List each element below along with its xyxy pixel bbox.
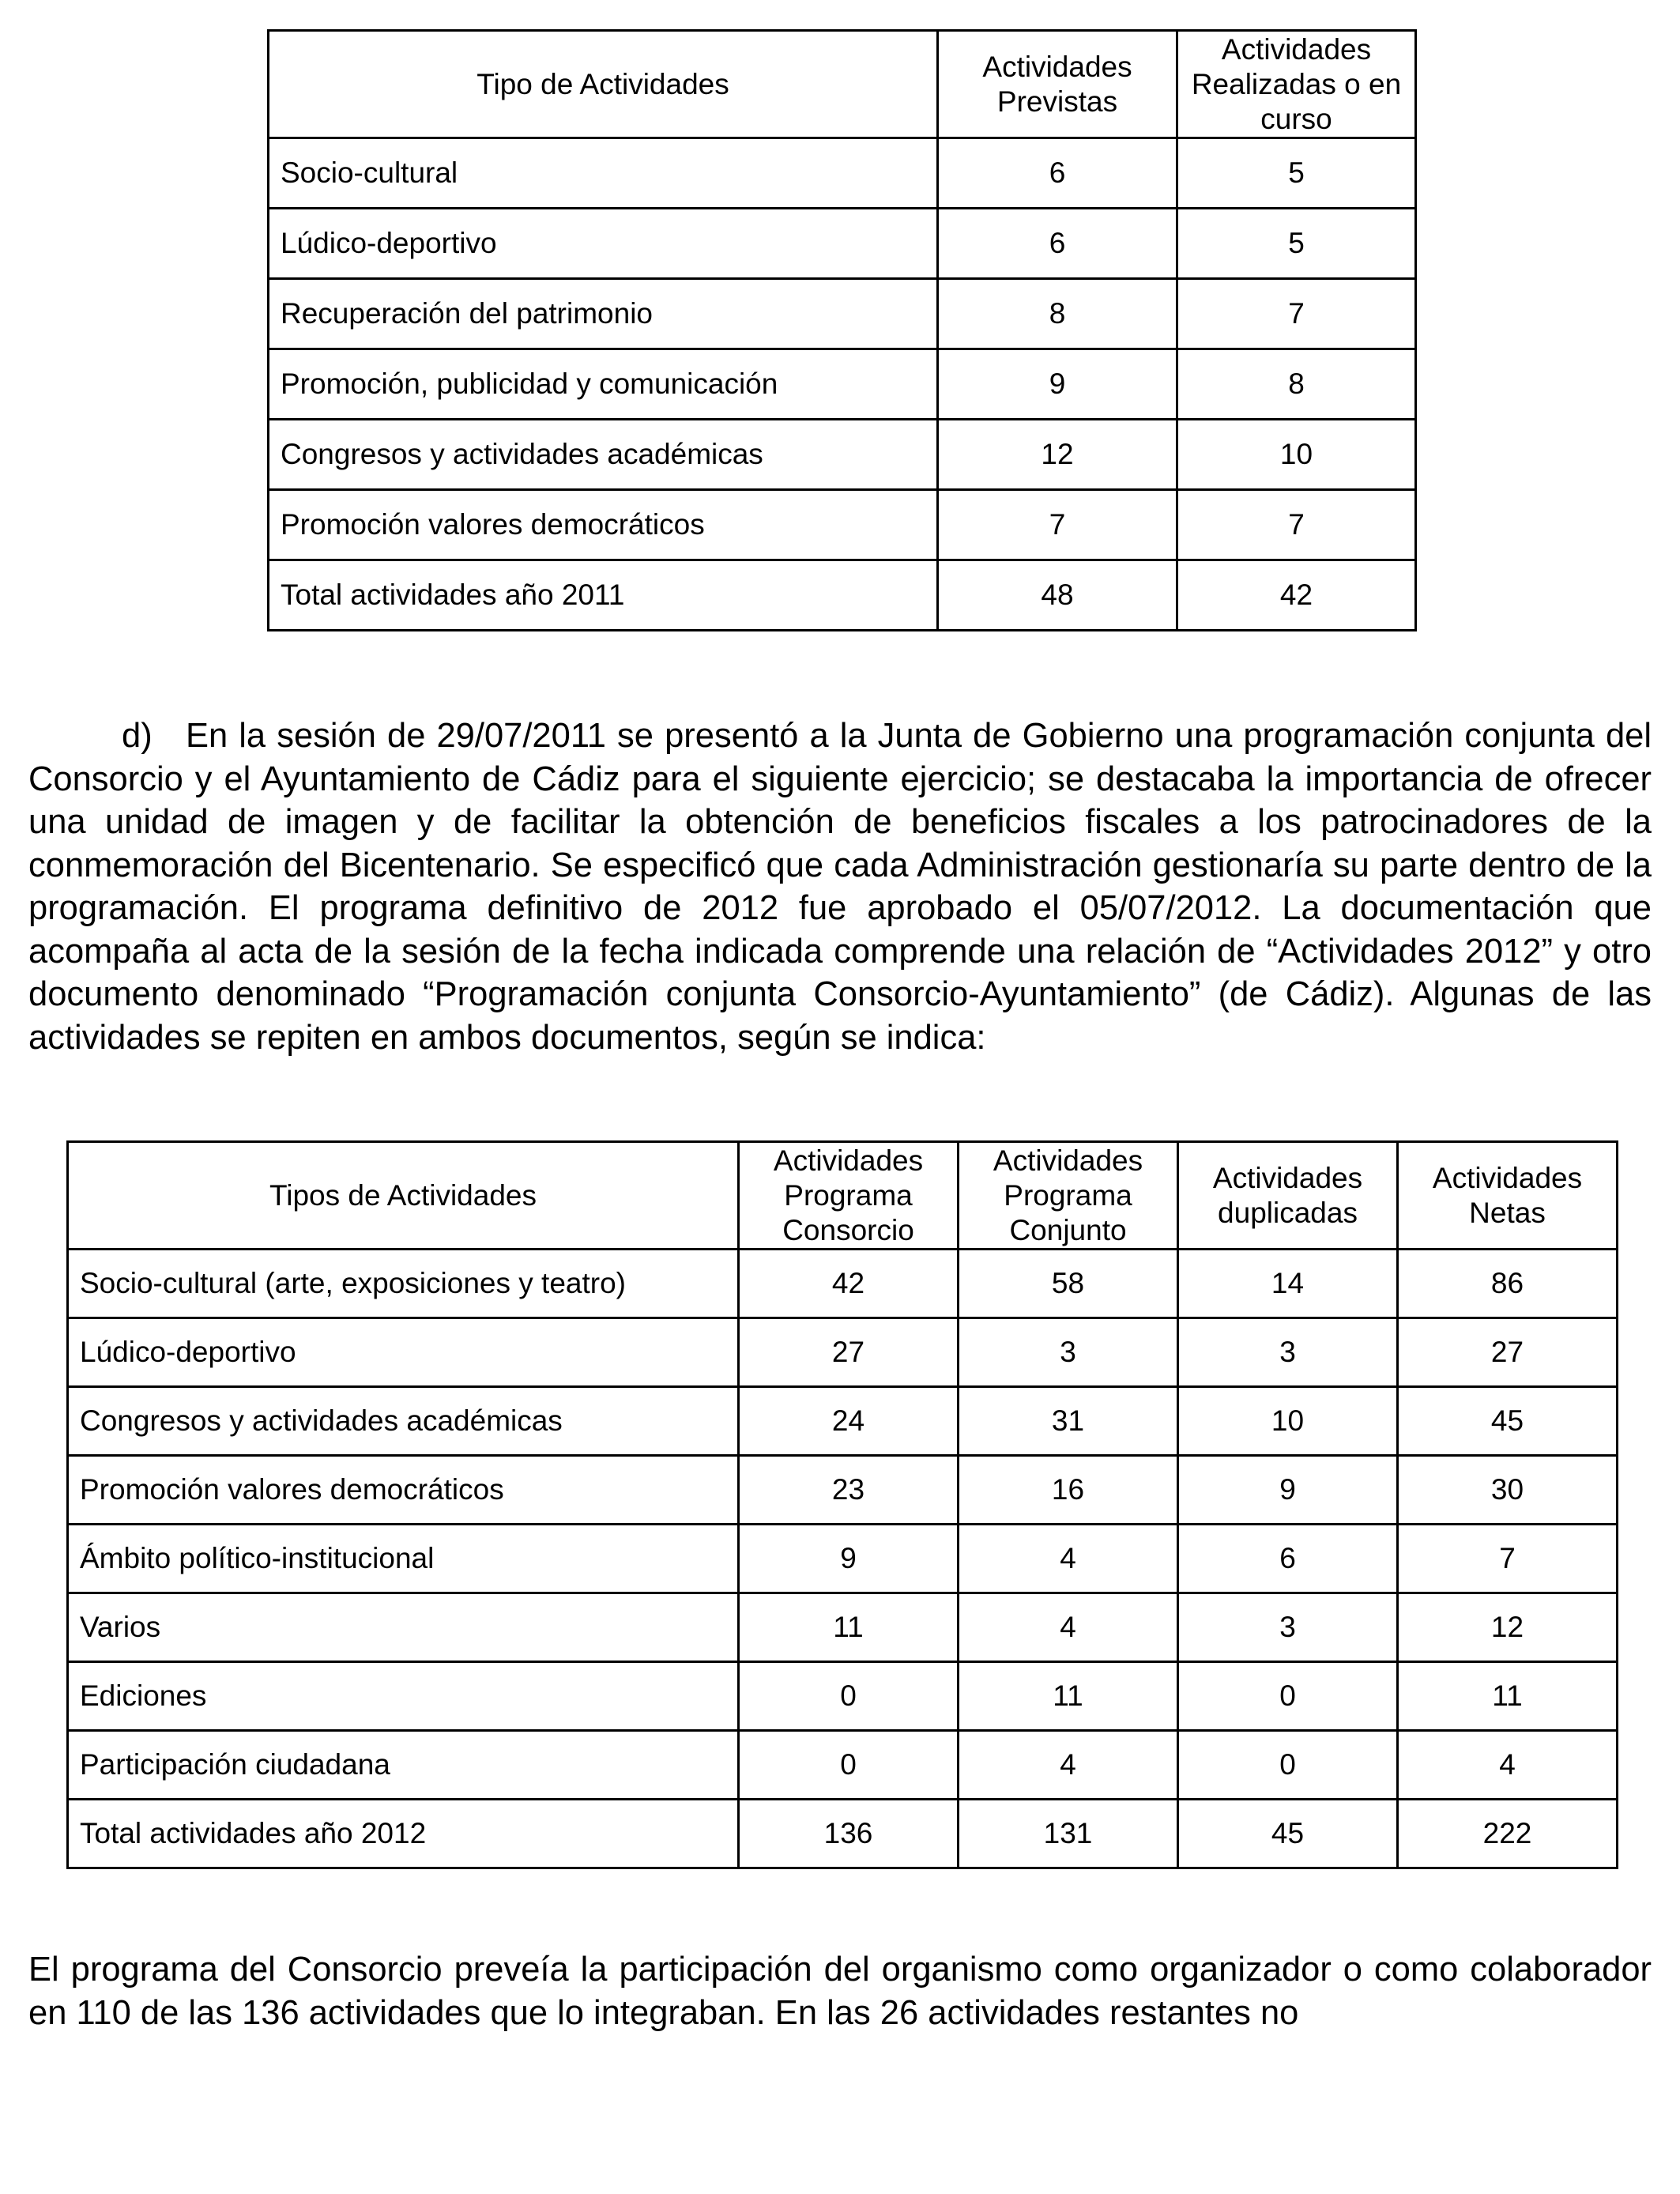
table-row xyxy=(269,138,1416,209)
activity-type-cell: Socio-cultural (arte, exposiciones y teatro) xyxy=(68,1250,739,1318)
duplicated-cell: 10 xyxy=(1178,1387,1398,1456)
planned-cell: 6 xyxy=(938,138,1177,209)
header-duplicated: Actividades duplicadas xyxy=(1178,1142,1398,1250)
activity-type-cell: Lúdico-deportivo xyxy=(68,1318,739,1387)
joint-cell: 3 xyxy=(959,1318,1178,1387)
activity-type-cell: Total actividades año 2011 xyxy=(269,560,938,631)
joint-cell: 4 xyxy=(959,1525,1178,1593)
done-cell: 7 xyxy=(1177,279,1416,349)
net-cell: 4 xyxy=(1398,1731,1618,1800)
table-total-row xyxy=(269,560,1416,631)
net-cell: 12 xyxy=(1398,1593,1618,1662)
consortium-cell: 136 xyxy=(739,1800,959,1868)
consortium-cell: 24 xyxy=(739,1387,959,1456)
joint-cell: 16 xyxy=(959,1456,1178,1525)
table-row xyxy=(269,279,1416,349)
table-row xyxy=(68,1593,1618,1662)
header-activity-types: Tipos de Actividades xyxy=(68,1142,739,1250)
joint-cell: 131 xyxy=(959,1800,1178,1868)
table-row xyxy=(68,1525,1618,1593)
activity-type-cell: Lúdico-deportivo xyxy=(269,209,938,279)
joint-cell: 4 xyxy=(959,1593,1178,1662)
paragraph-consortium-program: El programa del Consorcio preveía la participación del organismo como organizador o como colaborador en 110 de las 136 actividades que lo integraban. En las 26 actividades restantes no xyxy=(28,1951,1652,2032)
joint-cell: 11 xyxy=(959,1662,1178,1731)
header-done: Actividades Realizadas o en curso xyxy=(1177,31,1416,138)
consortium-cell: 11 xyxy=(739,1593,959,1662)
activity-type-cell: Varios xyxy=(68,1593,739,1662)
table-total-row xyxy=(68,1800,1618,1868)
duplicated-cell: 9 xyxy=(1178,1456,1398,1525)
done-cell: 5 xyxy=(1177,138,1416,209)
activities-2011-table xyxy=(267,29,1417,631)
table-row xyxy=(269,490,1416,560)
planned-cell: 6 xyxy=(938,209,1177,279)
table-row xyxy=(68,1387,1618,1456)
table-row xyxy=(68,1731,1618,1800)
activity-type-cell: Total actividades año 2012 xyxy=(68,1800,739,1868)
planned-cell: 48 xyxy=(938,560,1177,631)
planned-cell: 8 xyxy=(938,279,1177,349)
activity-type-cell: Congresos y actividades académicas xyxy=(68,1387,739,1456)
net-cell: 27 xyxy=(1398,1318,1618,1387)
net-cell: 11 xyxy=(1398,1662,1618,1731)
done-cell: 5 xyxy=(1177,209,1416,279)
table-header-row xyxy=(68,1142,1618,1250)
planned-cell: 9 xyxy=(938,349,1177,420)
table-row xyxy=(68,1250,1618,1318)
net-cell: 7 xyxy=(1398,1525,1618,1593)
activity-type-cell: Promoción valores democráticos xyxy=(269,490,938,560)
paragraph-marker: d) xyxy=(122,717,153,755)
joint-cell: 58 xyxy=(959,1250,1178,1318)
activities-2012-table xyxy=(66,1140,1618,1869)
activity-type-cell: Ámbito político-institucional xyxy=(68,1525,739,1593)
activity-type-cell: Participación ciudadana xyxy=(68,1731,739,1800)
net-cell: 30 xyxy=(1398,1456,1618,1525)
duplicated-cell: 0 xyxy=(1178,1662,1398,1731)
activity-type-cell: Ediciones xyxy=(68,1662,739,1731)
activity-type-cell: Promoción, publicidad y comunicación xyxy=(269,349,938,420)
header-net: Actividades Netas xyxy=(1398,1142,1618,1250)
consortium-cell: 9 xyxy=(739,1525,959,1593)
consortium-cell: 0 xyxy=(739,1731,959,1800)
paragraph-d xyxy=(28,714,1652,1059)
planned-cell: 7 xyxy=(938,490,1177,560)
duplicated-cell: 6 xyxy=(1178,1525,1398,1593)
net-cell: 45 xyxy=(1398,1387,1618,1456)
consortium-cell: 0 xyxy=(739,1662,959,1731)
planned-cell: 12 xyxy=(938,420,1177,490)
net-cell: 86 xyxy=(1398,1250,1618,1318)
header-consortium-program: Actividades Programa Consorcio xyxy=(739,1142,959,1250)
consortium-cell: 23 xyxy=(739,1456,959,1525)
joint-cell: 4 xyxy=(959,1731,1178,1800)
joint-cell: 31 xyxy=(959,1387,1178,1456)
duplicated-cell: 45 xyxy=(1178,1800,1398,1868)
activity-type-cell: Congresos y actividades académicas xyxy=(269,420,938,490)
activity-type-cell: Socio-cultural xyxy=(269,138,938,209)
header-activity-type: Tipo de Actividades xyxy=(269,31,938,138)
table-row xyxy=(68,1662,1618,1731)
duplicated-cell: 14 xyxy=(1178,1250,1398,1318)
consortium-cell: 42 xyxy=(739,1250,959,1318)
net-cell: 222 xyxy=(1398,1800,1618,1868)
table-row xyxy=(269,420,1416,490)
consortium-cell: 27 xyxy=(739,1318,959,1387)
table-row xyxy=(269,209,1416,279)
activity-type-cell: Recuperación del patrimonio xyxy=(269,279,938,349)
table-header-row xyxy=(269,31,1416,138)
activity-type-cell: Promoción valores democráticos xyxy=(68,1456,739,1525)
paragraph-body: En la sesión de 29/07/2011 se presentó a la Junta de Gobierno una programación conjunta del Consorcio y el Ayuntamiento de Cádiz para el siguiente ejercicio; se destacaba la importancia de ofrecer una unidad de imagen y de facilitar la obtención de beneficios fiscales a los patrocinadores de la conmemoración del Bicentenario. Se especificó que cada Administración gestionaría su parte dentro de la programación. El programa definitivo de 2012 fue aprobado el 05/07/2012. La documentación que acompaña al acta de la sesión de la fecha indicada comprende una relación de “Actividades 2012” y otro documento denominado “Programación conjunta Consorcio-Ayuntamiento” (de Cádiz). Algunas de las actividades se repiten en ambos documentos, según se indica: xyxy=(28,717,1652,1057)
done-cell: 42 xyxy=(1177,560,1416,631)
table-row xyxy=(269,349,1416,420)
duplicated-cell: 3 xyxy=(1178,1318,1398,1387)
done-cell: 10 xyxy=(1177,420,1416,490)
done-cell: 7 xyxy=(1177,490,1416,560)
duplicated-cell: 3 xyxy=(1178,1593,1398,1662)
duplicated-cell: 0 xyxy=(1178,1731,1398,1800)
header-planned: Actividades Previstas xyxy=(938,31,1177,138)
table-row xyxy=(68,1318,1618,1387)
header-joint-program: Actividades Programa Conjunto xyxy=(959,1142,1178,1250)
done-cell: 8 xyxy=(1177,349,1416,420)
table-row xyxy=(68,1456,1618,1525)
